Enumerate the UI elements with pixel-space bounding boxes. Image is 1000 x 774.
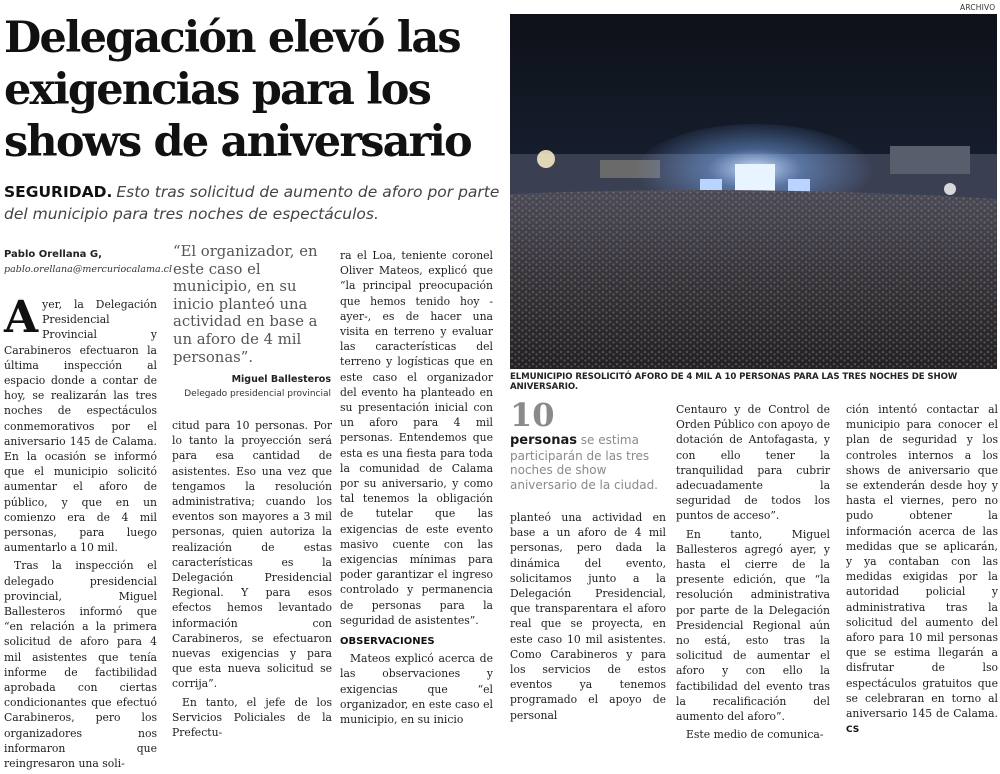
- paragraph-text: yer, la Delegación Presidencial Provincial y Carabineros efectuaron la última inspección al espacio donde a contar de hoy, se realizarán las tres noches de espectáculos conmemorativos por el aniversario 145 de Calama. En la ocasión se informó que el municipio solicitó aumentar el aforo de público, y que en un comienzo era de 4 mil personas, para luego aumentarlo a 10 mil.: [4, 298, 157, 555]
- paragraph: Este medio de comunica-: [686, 728, 824, 742]
- paragraph: ra el Loa, teniente coronel Oliver Mateos, explicó que “la principal preocupación que hemos tenido hoy -ayer-, es de hacer una visita en terreno y evaluar las características del terreno y logísticas que en este caso el organizador del evento ha planteado en su presentación inicial con un aforo para 4 mil personas. Entendemos que esta es una fiesta para toda la comunidad de Calama por su aniversario, y como tal tenemos la obligación de tutelar que las exigencias de este evento masivo cuente con las exigencias mínimas para poder garantizar el ingreso controlado y permanencia de personas para la seguridad de asistentes”.: [340, 249, 493, 627]
- paragraph: [846, 402, 998, 738]
- end-mark: CS: [846, 725, 860, 736]
- concert-photo: [510, 14, 997, 369]
- fact-bold: personas: [510, 433, 577, 448]
- concert-crowd-image: [510, 14, 997, 369]
- paragraph-text: ción intentó contactar al municipio para conocer el plan de seguridad y los controles internos a los shows de aniversario que se extenderán desde hoy y hasta el viernes, pero no pudo obtener la información acerca de las medidas que se aplicarán, y ya contaban con las medidas exigidas por la autoridad policial y administrativa tras la solicitud del aumento del aforo para 10 mil personas que se estima llegarán a disfrutar de lso espectáculos gratuitos que se celebraran en torno al aniversario 145 de Calama.: [846, 403, 998, 721]
- paragraph: Centauro y de Control de Orden Público con apoyo de dotación de Antofagasta, y con ello tener la tranquilidad para cubrir adecuadamente la seguridad de todos los puntos de acceso”.: [676, 403, 830, 523]
- column-2: [172, 418, 332, 743]
- deck: [4, 181, 504, 225]
- column-5: [676, 402, 830, 745]
- column-1: [4, 292, 157, 774]
- deck-text: Esto tras solicitud de aumento de aforo por parte del municipio para tres noches de espectáculos.: [4, 183, 500, 223]
- fact-text: se estima participarán de las tres noches de show aniversario de la ciudad.: [510, 433, 658, 492]
- fact-number: 10: [510, 396, 555, 434]
- pull-quote-name: Miguel Ballesteros: [231, 374, 331, 385]
- paragraph: Tras la inspección el delegado presidencial provincial, Miguel Ballesteros informó que “en relación a la primera solicitud de aforo para 4 mil asistentes que tenía informe de factibilidad aprobada con ciertas condicionantes que efectuó Carabineros, pero los organizadores nos informaron que reingresaron una soli-: [4, 559, 157, 771]
- kicker: SEGURIDAD.: [4, 183, 113, 201]
- drop-cap: A: [4, 292, 39, 343]
- photo-caption: ELMUNICIPIO RESOLICITÓ AFORO DE 4 MIL A 10 PERSONAS PARA LAS TRES NOCHES DE SHOW ANIVERSARIO.: [510, 372, 958, 392]
- column-4: [510, 510, 666, 726]
- paragraph: citud para 10 personas. Por lo tanto la proyección será para esa cantidad de asistentes. Eso una vez que tengamos la resolución administrativa; cuando los eventos son mayores a 3 mil personas, quien autoriza la realización de estas características es la Delegación Presidencial Regional. Y para esos efectos hemos levantado información con Carabineros, se efectuaron nuevas exigencias y para que esta nueva solicitud se corrija”.: [172, 419, 332, 691]
- subhead: OBSERVACIONES: [340, 636, 435, 648]
- pull-quote-role: Delegado presidencial provincial: [184, 389, 331, 399]
- pull-quote: “El organizador, en este caso el municipio, en su inicio planteó una actividad en base a un aforo de 4 mil personas”.: [173, 243, 318, 366]
- column-6: [846, 402, 998, 741]
- byline: Pablo Orellana G,: [4, 249, 102, 260]
- photo-credit: ARCHIVO: [960, 3, 996, 12]
- paragraph: En tanto, Miguel Ballesteros agregó ayer, y hasta el cierre de la presente edición, que “la resolución administrativa por parte de la Delegación Presidencial Regional aún no está, esto tras la solicitud de aumentar el aforo y con ello la factibilidad del evento tras la recalificación del aumento del aforo”.: [676, 527, 830, 724]
- author-email[interactable]: pablo.orellana@mercuriocalama.cl: [4, 264, 172, 275]
- fact-box: [510, 433, 666, 492]
- paragraph: planteó una actividad en base a un aforo de 4 mil personas, pero dada la dinámica del evento, solicitamos junto a la Delegación Presidencial, que transparentara el aforo real que se proyecta, en este caso 10 mil asistentes. Como Carabineros y para los servicios de estos eventos ya tenemos programado el apoyo de personal: [510, 511, 666, 722]
- paragraph: Mateos explicó acerca de las observaciones y exigencias que “el organizador, en este caso el municipio, en su inicio: [340, 652, 493, 727]
- headline: Delegación elevó las exigencias para los shows de aniversario: [4, 13, 471, 167]
- paragraph: En tanto, el jefe de los Servicios Policiales de la Prefectu-: [172, 695, 332, 740]
- column-3: [340, 248, 493, 730]
- paragraph: [4, 292, 157, 555]
